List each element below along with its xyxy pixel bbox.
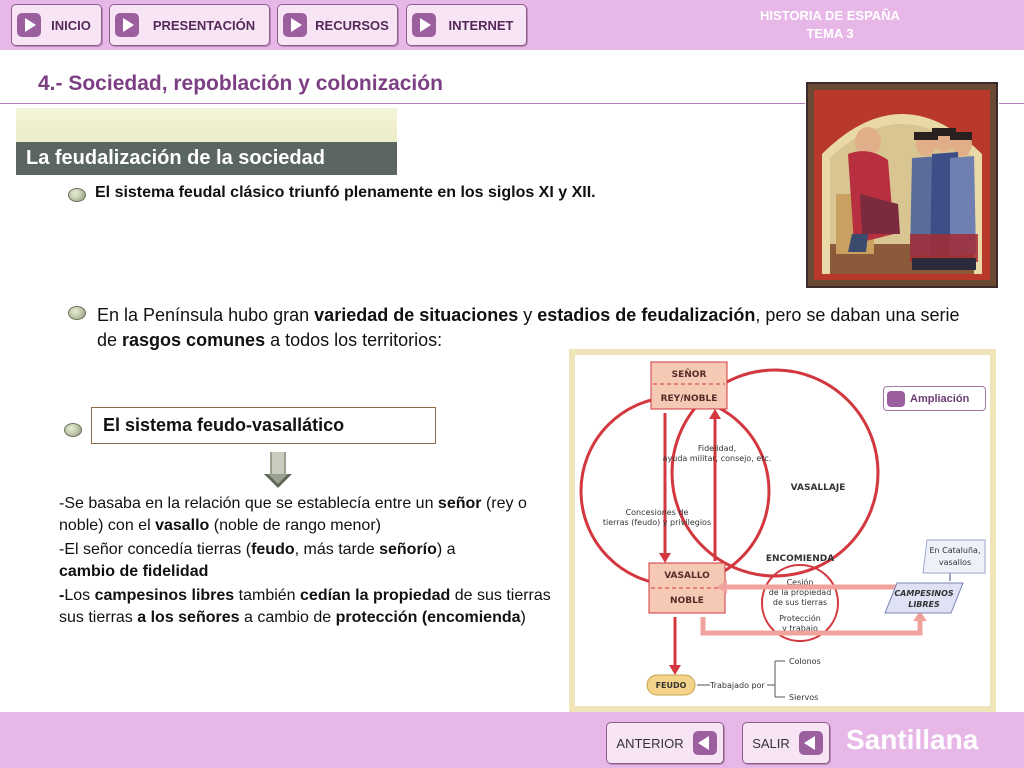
ayuda-label: ayuda militar, consejo, etc. [662,454,772,463]
santillana-logo: Santillana [846,724,979,755]
section-banner-label: La feudalización de la sociedad [26,147,325,169]
text-run: ) [520,609,526,626]
play-icon [412,13,436,37]
play-icon [887,391,905,407]
concesiones-label-2: tierras (feudo) y privilegios [602,518,712,527]
siervos-label: Siervos [789,693,819,702]
back-icon [799,731,823,755]
paragraph-concesion [59,539,554,583]
text-bold: protección (encomienda [335,609,521,626]
cesion-label-2: de la propiedad [768,588,832,597]
trabajado-brace [767,661,785,697]
campesinos-label-2: LIBRES [908,600,940,609]
text-bold: - [59,587,65,604]
trabajado-label: Trabajado por [710,681,765,690]
encomienda-label: ENCOMIENDA [765,554,835,564]
text-run: sus tierras [59,609,138,626]
bullet-1-text: El sistema feudal clásico triunfó plenamente en los siglos XI y XII. [95,184,596,201]
cataluna-label-1: En Cataluña, [929,546,981,555]
play-icon [283,13,307,37]
salir-label: SALIR [752,735,790,751]
cataluna-label-2: vasallos [938,558,972,567]
text-bold: señor [437,495,482,512]
text-bold: cedían la propiedad [300,587,451,604]
text-run: (noble de rango menor) [209,517,381,534]
text-run: Los [64,587,95,604]
text-run: a cambio de [239,609,336,626]
text-run: también [234,587,301,604]
medieval-painting-image [806,82,998,288]
proteccion-label-1: Protección [779,614,821,623]
text-run: (rey o noble) con el [59,495,527,534]
text-bold: campesinos libres [94,587,235,604]
text-bold: a los señores [137,609,240,626]
text-bold: vasallo [155,517,210,534]
noble-label: NOBLE [670,596,704,606]
back-icon [693,731,717,755]
colonos-label: Colonos [789,657,821,666]
text-run: -Se basaba en la relación que se establecía entre un [59,495,438,512]
play-icon [17,13,41,37]
nav-presentacion-label: PRESENTACIÓN [152,17,256,33]
text-bold: cambio de fidelidad [59,563,209,580]
text-bold: estadios de feudalización [537,305,756,325]
cataluna-box [923,540,985,573]
arrow-head-icon [669,665,681,675]
anterior-label: ANTERIOR [616,735,684,751]
vasallaje-label: VASALLAJE [790,483,846,493]
title-divider [0,103,805,104]
arrow-head-icon [659,553,671,563]
text-bold: feudo [251,541,295,558]
anterior-button[interactable] [606,722,724,764]
section-banner [16,142,397,175]
fidelidad-label: Fidelidad, [697,444,737,453]
text-run: y [518,305,538,325]
text-run: , más tarde [294,541,380,558]
page-title: 4.- Sociedad, repoblación y colonización [38,72,443,95]
cesion-label-3: de sus tierras [772,598,828,607]
nav-internet-label: INTERNET [448,17,514,33]
senor-label: SEÑOR [671,370,707,380]
salir-button[interactable] [742,722,830,764]
nav-inicio-label: INICIO [51,17,91,33]
arrow-head-icon [709,409,721,419]
text-run: , pero se daban una serie de [97,305,960,350]
subject-line-2: TEMA 3 [806,26,854,41]
bullet-2-text [97,303,977,353]
ampliacion-label: Ampliación [910,392,970,405]
play-icon [115,13,139,37]
text-bold: rasgos comunes [122,330,266,350]
subject-line-1: HISTORIA DE ESPAÑA [760,8,900,23]
campesinos-label-1: CAMPESINOS [894,589,954,598]
bullet-icon [68,306,86,320]
bullet-icon [68,188,86,202]
text-run: a todos los territorios: [265,330,443,350]
proteccion-label-2: y trabajo [782,624,818,633]
nav-recursos-label: RECURSOS [315,17,389,33]
feudo-label: FEUDO [655,681,687,690]
paragraph-relacion [59,493,554,537]
text-bold: señorío [379,541,437,558]
text-run: -El señor concedía tierras ( [59,541,252,558]
concesiones-label-1: Concesiones de [625,508,689,517]
text-run: ) a [436,541,456,558]
feudo-vasallatico-box [91,407,436,444]
feudo-vasallatico-label: El sistema feudo-vasallático [103,415,345,435]
rey-noble-label: REY/NOBLE [660,394,718,404]
text-bold: variedad de situaciones [314,305,519,325]
text-run: En la Península hubo gran [97,305,315,325]
nav-internet-button[interactable] [406,4,527,46]
arrow-down-icon [264,452,294,490]
cesion-label-1: Cesión [786,578,814,587]
paragraph-campesinos [59,585,554,629]
nav-inicio-button[interactable] [11,4,102,46]
ampliacion-button[interactable] [883,386,986,411]
bullet-icon [64,423,82,437]
subject-title [700,7,960,43]
nav-recursos-button[interactable] [277,4,398,46]
text-run: de sus tierras [450,587,551,604]
nav-presentacion-button[interactable] [109,4,270,46]
vasallo-label: VASALLO [664,571,710,581]
title-divider-right [999,103,1024,104]
